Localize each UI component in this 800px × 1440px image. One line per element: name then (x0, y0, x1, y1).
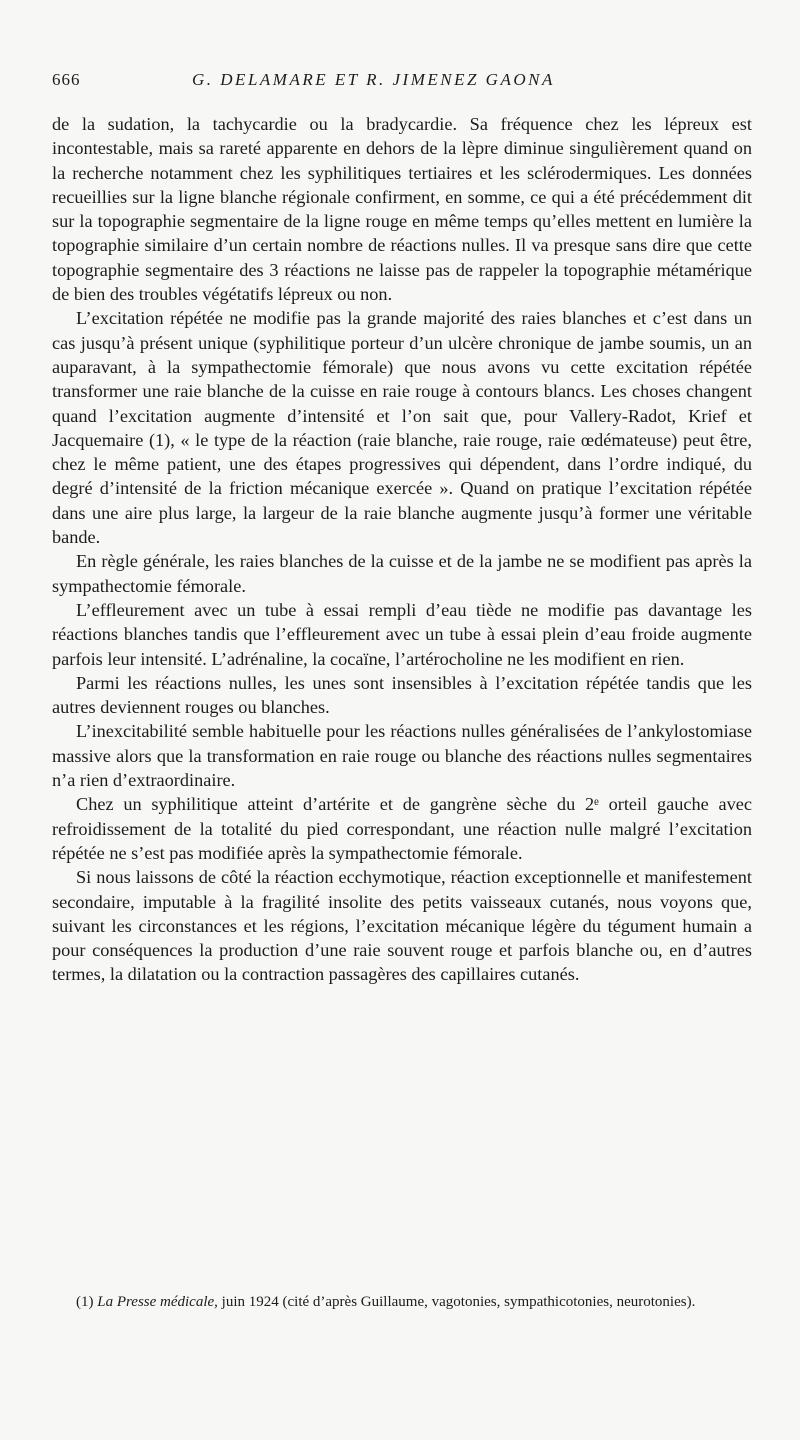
paragraph: L’excitation répétée ne modifie pas la grande majorité des raies blanches et c’est dans un cas jusqu’à présent unique (syphilitique porteur d’un ulcère chronique de jambe soumis, un an auparavant, à la sympathectomie fémorale) que nous avons vu cette excitation répétée transformer une raie blanche de la cuisse en raie rouge à contours blancs. Les choses changent quand l’excitation augmente d’intensité et l’on sait que, pour Vallery-Radot, Krief et Jacquemaire (1), « le type de la réaction (raie blanche, raie rouge, raie œdémateuse) peut être, chez le même patient, une des étapes progressives qui dépendent, dans l’ordre indiqué, du degré d’intensité de la friction mécanique exercée ». Quand on pratique l’excitation répétée dans une aire plus large, la largeur de la raie blanche augmente jusqu’à former une véritable bande. (52, 308, 752, 548)
running-title: G. DELAMARE ET R. JIMENEZ GAONA (192, 70, 555, 89)
paragraph: de la sudation, la tachycardie ou la bradycardie. Sa fréquence chez les lépreux est incontestable, mais sa rareté apparente en dehors de la lèpre diminue singulièrement quand on la recherche notamment chez les syphilitiques tertiaires et les sclérodermiques. Les données recueillies sur la ligne blanche régionale confirment, en somme, ce qui a été précédemment dit sur la topographie segmentaire de la ligne rouge en même temps qu’elles mettent en lumière la topographie similaire d’un certain nombre de réactions nulles. Il va presque sans dire que cette topographie segmentaire des 3 réactions ne laisse pas de rappeler la topographie métamérique de bien des troubles végétatifs lépreux ou non. (52, 114, 752, 305)
page-header (52, 70, 752, 98)
footnote (52, 1293, 752, 1312)
paragraph: Parmi les réactions nulles, les unes sont insensibles à l’excitation répétée tandis que les autres deviennent rouges ou blanches. (52, 672, 752, 718)
body-text (52, 112, 752, 987)
footnote-citation: , juin 1924 (cité d’après Guillaume, vagotonies, sympathicotonies, neurotonies). (214, 1294, 696, 1310)
footnote-journal: La Presse médicale (97, 1294, 215, 1310)
paragraph: Si nous laissons de côté la réaction ecchymotique, réaction exceptionnelle et manifestement secondaire, imputable à la fragilité insolite des petits vaisseaux cutanés, nous voyons que, suivant les circonstances et les régions, l’excitation mécanique légère du tégument humain a pour conséquences la production d’une raie souvent rouge et parfois blanche ou, en d’autres termes, la dilatation ou la contraction passagères des capillaires cutanés. (52, 867, 752, 985)
footnote-text (52, 1293, 752, 1312)
page-number: 666 (52, 70, 81, 89)
footnote-marker: (1) (76, 1294, 94, 1310)
paragraph: En règle générale, les raies blanches de la cuisse et de la jambe ne se modifient pas après la sympathectomie fémorale. (52, 551, 752, 596)
paragraph: L’inexcitabilité semble habituelle pour les réactions nulles généralisées de l’ankylostomiase massive alors que la transformation en raie rouge ou blanche des réactions nulles segmentaires n’a rien d’extraordinaire. (52, 721, 752, 791)
paragraph: L’effleurement avec un tube à essai rempli d’eau tiède ne modifie pas davantage les réactions blanches tandis que l’effleurement avec un tube à essai plein d’eau froide augmente parfois leur intensité. L’adrénaline, la cocaïne, l’artérocholine ne les modifient en rien. (52, 599, 752, 669)
paragraph: Chez un syphilitique atteint d’artérite et de gangrène sèche du 2ᵉ orteil gauche avec refroidissement de la totalité du pied correspondant, une réaction nulle malgré l’excitation répétée ne s’est pas modifiée après la sympathectomie fémorale. (52, 794, 752, 863)
